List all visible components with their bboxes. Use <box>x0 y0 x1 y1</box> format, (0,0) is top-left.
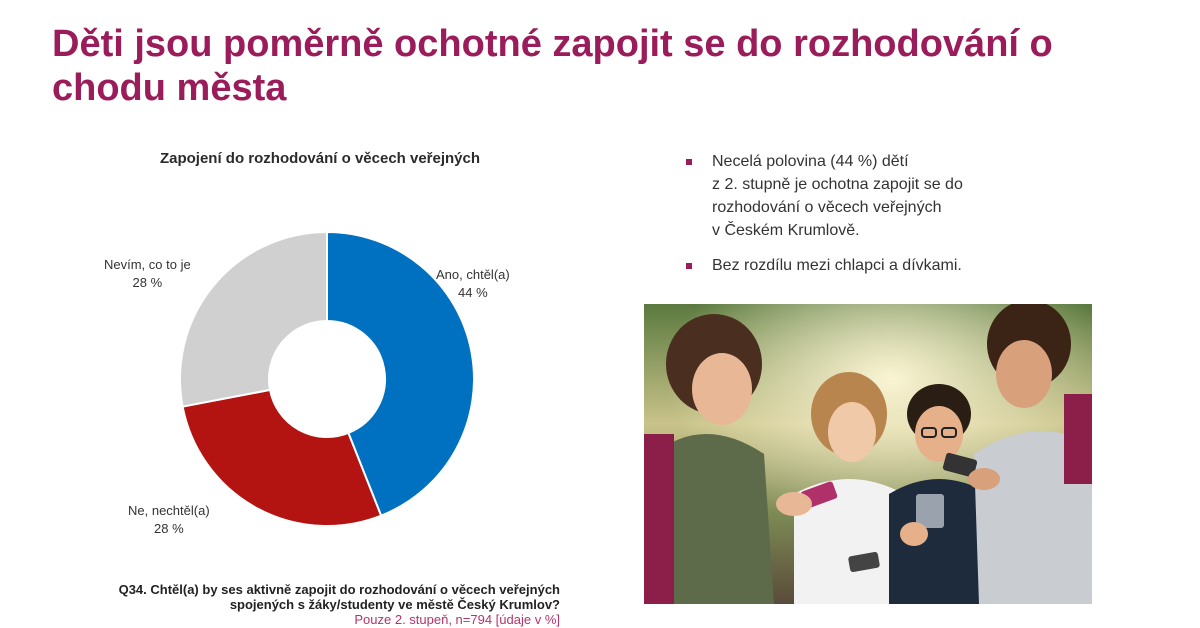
footnote-question-line2: spojených s žáky/studenty ve městě Český Krumlov? <box>229 597 560 612</box>
chart-title: Zapojení do rozhodování o věcech veřejných <box>159 150 481 167</box>
bullet-square-icon <box>686 159 692 165</box>
slice-label-ne <box>128 502 210 538</box>
slice-label-ne-value: 28 % <box>154 521 184 536</box>
slice-label-nevim-name: Nevím, co to je <box>104 257 191 272</box>
finding-line: v Českém Krumlově. <box>712 222 860 239</box>
slice-label-ano-name: Ano, chtěl(a) <box>436 267 510 282</box>
slice-label-ano <box>436 266 510 302</box>
finding-item <box>680 150 1100 242</box>
footnote-sample-note: Pouze 2. stupeň, n=794 [údaje v %] <box>354 612 560 627</box>
page-title: Děti jsou poměrně ochotné zapojit se do rozhodování o chodu města <box>52 23 1053 109</box>
slice-label-ano-value: 44 % <box>458 285 488 300</box>
finding-item <box>680 254 1100 277</box>
slice-ne <box>183 390 382 526</box>
key-findings-list <box>680 150 1100 289</box>
footnote-question-line1: Q34. Chtěl(a) by ses aktivně zapojit do rozhodování o věcech veřejných <box>118 582 560 597</box>
slice-label-nevim <box>104 256 191 292</box>
children-with-phones-photo <box>644 304 1092 604</box>
chart-footnote <box>60 582 560 627</box>
donut-chart <box>170 228 480 528</box>
slice-label-ne-name: Ne, nechtěl(a) <box>128 503 210 518</box>
slice-label-nevim-value: 28 % <box>132 275 163 290</box>
finding-line: z 2. stupně je ochotna zapojit se do <box>712 176 963 193</box>
bullet-square-icon <box>686 263 692 269</box>
finding-line: rozhodování o věcech veřejných <box>712 199 942 216</box>
photo-illustration <box>644 304 1092 604</box>
finding-line: Necelá polovina (44 %) dětí <box>712 153 909 170</box>
finding-line: Bez rozdílu mezi chlapci a dívkami. <box>712 257 962 274</box>
slice-nevim <box>180 232 327 407</box>
